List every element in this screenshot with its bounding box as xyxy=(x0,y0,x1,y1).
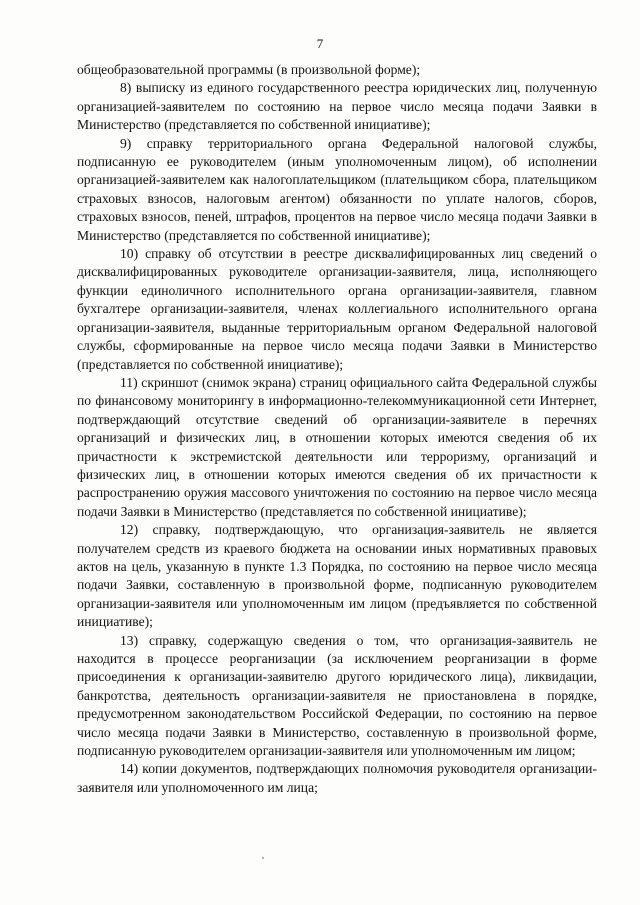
list-item-10: 10) справку об отсутствии в реестре дисквалифицированных лиц сведений о дисквалифицированных руководителе организации-заявителя, лица, исполняющего функции единоличного исполнительного органа организации-заявителя, главном бухгалтере организации-заявителя, членах коллегиального исполнительного органа организации-заявителя, выданные территориальным органом Федеральной налоговой службы, сформированные на первое число месяца подачи Заявки в Министерство (представляется по собственной инициативе); xyxy=(77,246,597,372)
list-item-12: 12) справку, подтверждающую, что организация-заявитель не является получателем средств из краевого бюджета на основании иных нормативных правовых актов на цель, указанную в пункте 1.3 Порядка, по состоянию на первое число месяца подачи Заявки, составленную в произвольной форме, подписанную руководителем организации-заявителя или уполномоченным им лицом (предъявляется по собственной инициативе); xyxy=(77,522,597,630)
paragraph-continuation: общеобразовательной программы (в произвольной форме); xyxy=(77,62,421,77)
list-item-9: 9) справку территориального органа Федеральной налоговой службы, подписанную ее руководителем (иным уполномоченным лицом), об исполнении организацией-заявителем как налогоплательщиком (плательщиком сбора, плательщиком страховых взносов, налоговым агентом) обязанности по уплате налогов, сборов, страховых взносов, пеней, штрафов, процентов на первое число месяца подачи Заявки в Министерство (представляется по собственной инициативе); xyxy=(77,135,597,243)
scan-speck xyxy=(262,857,264,859)
list-item-8: 8) выписку из единого государственного реестра юридических лиц, полученную организацией-заявителем по состоянию на первое число месяца подачи Заявки в Министерство (представляется по собственной инициативе); xyxy=(77,80,597,133)
document-body xyxy=(77,61,597,797)
page-number: 7 xyxy=(316,36,324,51)
list-item-13: 13) справку, содержащую сведения о том, что организация-заявитель не находится в процессе реорганизации (за исключением реорганизации в форме присоединения к организации-заявителю другого юридического лица), ликвидации, банкротства, деятельность организации-заявителя не приостановлена в порядке, предусмотренном законодательством Российской Федерации, по состоянию на первое число месяца подачи Заявки в Министерство, составленную в произвольной форме, подписанную руководителем организации-заявителя или уполномоченным им лицом; xyxy=(77,632,597,759)
list-item-11: 11) скриншот (снимок экрана) страниц официального сайта Федеральной службы по финансовому мониторингу в информационно-телекоммуникационной сети Интернет, подтверждающий отсутствие сведений об организации-заявителе в перечнях организаций и физических лиц, в отношении которых имеются сведения об их причастности к экстремистской деятельности или терроризму, организаций и физических лиц, в отношении которых имеются сведения об их причастности к распространению оружия массового уничтожения по состоянию на первое число месяца подачи Заявки в Министерство (представляется по собственной инициативе); xyxy=(77,374,597,519)
list-item-14: 14) копии документов, подтверждающих полномочия руководителя организации-заявителя или уполномоченного им лица; xyxy=(77,761,597,795)
